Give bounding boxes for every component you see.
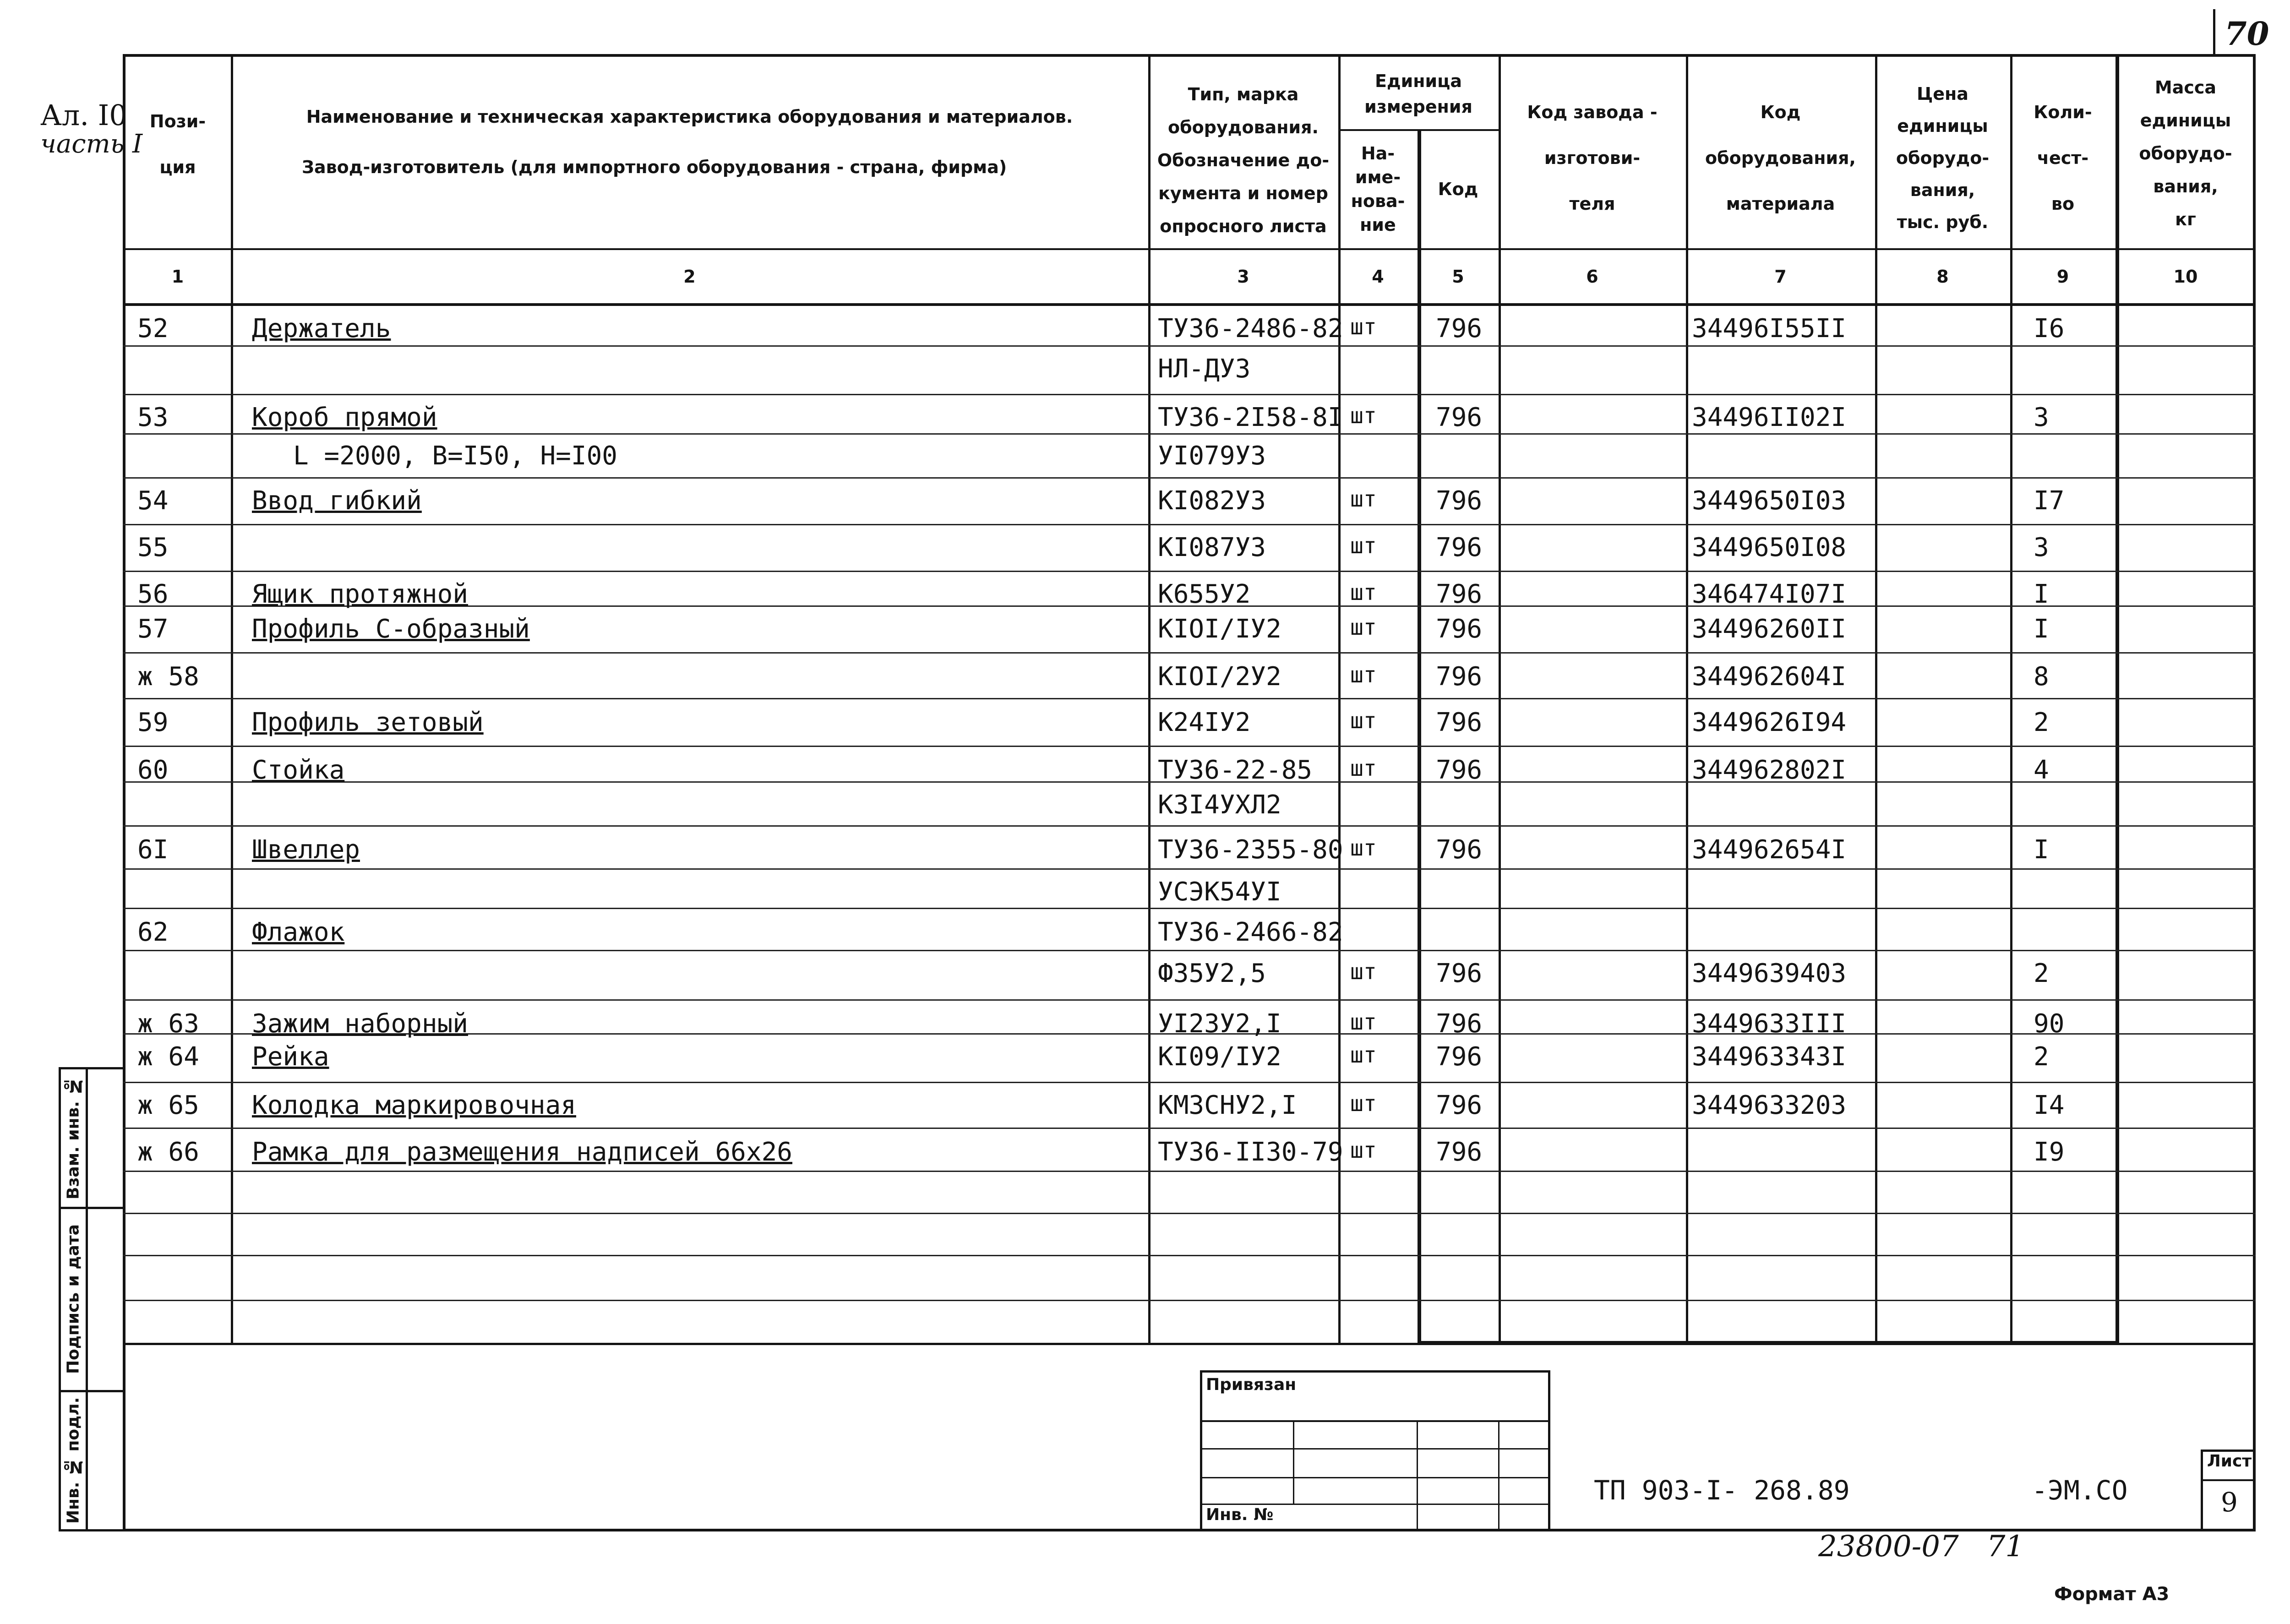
cell-unit-name: шт [1350,959,1377,985]
cell-type: ТУ36-2466-82 [1158,917,1343,947]
cell-name: Профиль зетовый [252,708,484,737]
cell-unit-name: шт [1350,835,1377,861]
row-line [123,394,2256,395]
cell-name: Швеллер [252,835,360,865]
stamp-doc-suffix: -ЭМ.СО [2032,1475,2128,1506]
row-line [123,908,2256,909]
stamp-line [1498,1420,1499,1530]
cell-position: ж 63 [137,1009,199,1039]
col-number-3: 3 [1237,267,1249,287]
cell-quantity: I [2034,579,2049,609]
col-number-2: 2 [683,267,696,287]
cell-type: ТУ36-2355-80 [1158,835,1343,865]
row-line [123,1082,2256,1083]
cell-unit-code: 796 [1436,579,1483,609]
cell-position: 6I [137,835,169,865]
cell-unit-name: шт [1350,1091,1377,1117]
cell-name: Зажим наборный [252,1009,469,1039]
stamp-list-label: Лист [2207,1452,2252,1471]
page-number: 70 [2225,15,2269,53]
cell-unit-code: 796 [1436,662,1483,692]
row-line [123,571,2256,572]
cell-position: ж 64 [137,1042,199,1072]
col-number-10: 10 [2173,267,2198,287]
stamp-list-number: 9 [2221,1487,2238,1518]
header-col3: Тип, марка оборудования. Обозначение до- кумента и номер опросного листа [1157,84,1330,236]
cell-position: 52 [137,314,169,343]
cell-type: ТУ36-2486-82 [1158,314,1343,343]
header-subdivider [1338,129,1499,131]
header-col2-line2: Завод-изготовитель (для импортного оборудования - страна, фирма) [302,157,1007,177]
cell-type: КIОI/2У2 [1158,662,1281,692]
stamp-line [1202,1477,1548,1478]
cell-name: Профиль С-образный [252,614,530,644]
row-line [123,1255,2256,1256]
cell-unit-name: шт [1350,486,1377,512]
cell-material-code: 3449650I08 [1692,533,1847,562]
row-line [123,1300,2256,1301]
cell-material-code: 3449633III [1692,1009,1847,1039]
bottom-handwritten: 23800-07 71 [1818,1530,2024,1564]
cell-position: 59 [137,708,169,737]
cell-type: КI087У3 [1158,533,1266,562]
cell-material-code: 34496I55II [1692,314,1847,343]
cell-name: Короб прямой [252,403,437,432]
cell-name: Держатель [252,314,391,343]
cell-unit-code: 796 [1436,533,1483,562]
cell-material-code: 34496II02I [1692,403,1847,432]
page-number-box [2213,9,2269,54]
cell-unit-code: 796 [1436,1009,1483,1039]
cell-name: Ввод гибкий [252,486,422,516]
cell-name: Стойка [252,755,345,785]
cell-name: Флажок [252,917,345,947]
cell-quantity: 3 [2034,403,2049,432]
cell-quantity: I7 [2034,486,2065,516]
stamp-line [1202,1448,1548,1450]
cell-unit-code: 796 [1436,1137,1483,1167]
header-col1: Пози- ция [149,111,206,177]
cell-position: 53 [137,403,169,432]
cell-type: К655У2 [1158,579,1251,609]
header-col6: Код завода - изготови- теля [1527,102,1658,214]
cell-quantity: I4 [2034,1090,2065,1120]
cell-unit-code: 796 [1436,755,1483,785]
table-bottom-line [123,1343,2256,1345]
cell-unit-name: шт [1350,1009,1377,1035]
colnum-bottom-line [123,303,2256,306]
col-number-7: 7 [1774,267,1787,287]
row-line [123,746,2256,747]
cell-material-code: 344962604I [1692,662,1847,692]
cell-type: УI079У3 [1158,441,1266,471]
cell-quantity: 2 [2034,959,2049,988]
cell-unit-code: 796 [1436,1042,1483,1072]
cell-type: ТУ36-22-85 [1158,755,1313,785]
row-line [123,1128,2256,1129]
row-line [123,868,2256,870]
cell-material-code: 3449639403 [1692,959,1847,988]
cell-name: L =2000, B=I50, H=I00 [293,441,618,471]
cell-unit-name: шт [1350,1042,1377,1068]
cell-material-code: 3449626I94 [1692,708,1847,737]
cell-type: КI09/IУ2 [1158,1042,1281,1072]
cell-quantity: 4 [2034,755,2049,785]
cell-quantity: 2 [2034,1042,2049,1072]
stamp-inv-no: Инв. № [1206,1505,1274,1524]
cell-unit-name: шт [1350,403,1377,429]
cell-quantity: I9 [2034,1137,2065,1167]
cell-type: ТУ36-2I58-8I [1158,403,1343,432]
col-number-8: 8 [1936,267,1949,287]
header-unit-group: Единица измерения [1364,71,1472,117]
stamp-list-box [2201,1450,2256,1531]
cell-material-code: 3449633203 [1692,1090,1847,1120]
cell-unit-name: шт [1350,708,1377,734]
side-vzam-inv: Взам. инв. № [64,1076,83,1200]
cell-unit-code: 796 [1436,403,1483,432]
cell-quantity: 2 [2034,708,2049,737]
cell-position: 54 [137,486,169,516]
side-divider [86,1069,88,1529]
cell-position: 55 [137,533,169,562]
cell-position: ж 58 [137,662,199,692]
cell-quantity: 90 [2034,1009,2065,1039]
cell-quantity: I [2034,835,2049,865]
cell-type: ТУ36-II30-79 [1158,1137,1343,1167]
row-line [123,999,2256,1001]
cell-position: ж 66 [137,1137,199,1167]
row-line [123,1171,2256,1172]
header-col5: Код [1438,179,1478,199]
stamp-line [1202,1420,1548,1422]
cell-name: Колодка маркировочная [252,1090,577,1120]
cell-material-code: 344962654I [1692,835,1847,865]
row-line [123,1213,2256,1214]
cell-position: ж 65 [137,1090,199,1120]
cell-unit-name: шт [1350,580,1377,605]
side-inv-podl: Инв. № подл. [64,1397,83,1524]
cell-type: УI23У2,I [1158,1009,1281,1039]
cell-unit-code: 796 [1436,835,1483,865]
cell-type: Ф35У2,5 [1158,959,1266,988]
cell-type: К3I4УХЛ2 [1158,790,1281,820]
cell-quantity: 3 [2034,533,2049,562]
col-number-6: 6 [1586,267,1598,287]
format-label: Формат А3 [2054,1584,2170,1605]
cell-unit-name: шт [1350,662,1377,688]
side-podpis-data: Подпись и дата [64,1224,83,1374]
cell-unit-code: 796 [1436,1090,1483,1120]
row-line [123,524,2256,525]
cell-material-code: 3449650I03 [1692,486,1847,516]
album-label-line2: часть I [40,129,143,159]
cell-quantity: I [2034,614,2049,644]
cell-unit-code: 796 [1436,614,1483,644]
header-col7: Код оборудования, материала [1705,102,1856,214]
side-divider [61,1390,123,1392]
cell-unit-name: шт [1350,314,1377,340]
header-col2-line1: Наименование и техническая характеристика оборудования и материалов. [306,107,1073,127]
header-col8: Цена единицы оборудо- вания, тыс. руб. [1896,84,1990,232]
cell-name: Рамка для размещения надписей 66х26 [252,1137,793,1167]
cell-position: 60 [137,755,169,785]
row-line [123,345,2256,347]
cell-material-code: 34496260II [1692,614,1847,644]
cell-position: 62 [137,917,169,947]
cell-unit-code: 796 [1436,959,1483,988]
col-number-5: 5 [1452,267,1464,287]
cell-unit-name: шт [1350,533,1377,559]
header-col10: Масса единицы оборудо- вания, кг [2139,77,2232,229]
cell-name: Ящик протяжной [252,579,469,609]
stamp-doc-code: ТП 903-I- 268.89 [1594,1475,1850,1506]
cell-material-code: 344963343I [1692,1042,1847,1072]
stamp-line [1417,1420,1418,1530]
cell-type: КIОI/IУ2 [1158,614,1281,644]
album-label-line1: Ал. I0 [40,98,127,132]
cell-position: 56 [137,579,169,609]
cell-unit-name: шт [1350,1138,1377,1163]
cell-unit-code: 796 [1436,486,1483,516]
side-stamp [59,1067,123,1531]
cell-unit-code: 796 [1436,314,1483,343]
row-line [123,950,2256,951]
col-number-4: 4 [1372,267,1384,287]
row-line [123,433,2256,435]
row-line [123,698,2256,699]
cell-type: КМ3СНУ2,I [1158,1090,1297,1120]
cell-type: УСЭК54УI [1158,877,1281,907]
cell-name: Рейка [252,1042,329,1072]
cell-quantity: I6 [2034,314,2065,343]
header-bottom-line [123,248,2256,250]
cell-material-code: 344962802I [1692,755,1847,785]
cell-unit-name: шт [1350,756,1377,781]
col-number-9: 9 [2056,267,2069,287]
row-line [123,825,2256,827]
cell-type: НЛ-ДУ3 [1158,354,1251,384]
side-divider [61,1207,123,1209]
col-divider [1418,129,1421,1344]
cell-type: КI082У3 [1158,486,1266,516]
row-line [123,477,2256,479]
row-line [123,652,2256,654]
cell-type: К24IУ2 [1158,708,1251,737]
cell-unit-code: 796 [1436,708,1483,737]
stamp-line [1293,1420,1294,1504]
cell-unit-name: шт [1350,615,1377,640]
col-number-1: 1 [171,267,184,287]
header-col9: Коли- чест- во [2034,102,2092,214]
stamp-line [2203,1479,2256,1481]
header-col4: На- име- нова- ние [1351,143,1405,235]
stamp-line [1202,1504,1548,1505]
cell-quantity: 8 [2034,662,2049,692]
stamp-privyazan: Привязан [1206,1375,1297,1394]
cell-position: 57 [137,614,169,644]
cell-material-code: 346474I07I [1692,579,1847,609]
stamp-block [1200,1370,1550,1531]
